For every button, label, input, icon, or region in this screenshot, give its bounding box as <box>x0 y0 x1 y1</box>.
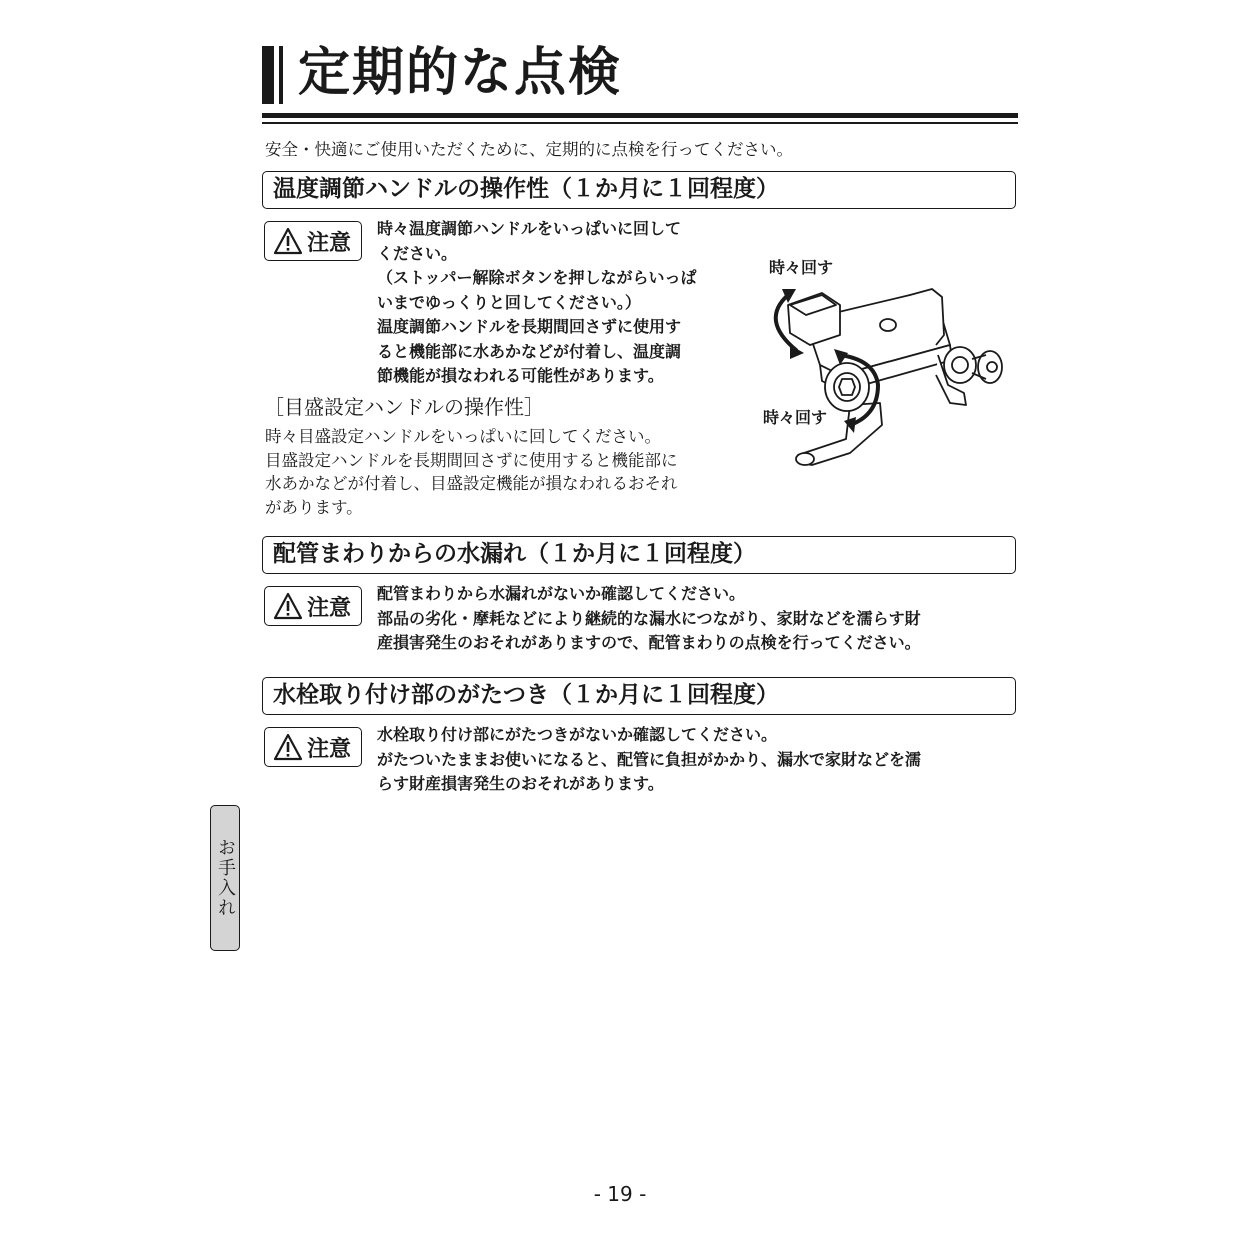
title-rule-thin <box>262 122 1018 124</box>
text-line: 配管まわりから水漏れがないか確認してください。 <box>377 584 746 603</box>
title-bar-thick <box>262 46 274 104</box>
caution-label: 注意 <box>307 595 352 621</box>
text-line: 時々目盛設定ハンドルをいっぱいに回してください。 <box>265 427 661 446</box>
text-line: がたついたままお使いになると、配管に負担がかかり、漏水で家財などを濡 <box>377 749 922 769</box>
text-line: 目盛設定ハンドルを長期間回さずに使用すると機能部に <box>265 450 678 470</box>
text-line: 水栓取り付け部にがたつきがないか確認してください。 <box>377 725 778 744</box>
text-line: いまでゆっくりと回してください。） <box>377 292 641 312</box>
caution-text-temperature <box>377 217 697 389</box>
side-tab-care[interactable]: お手入れ <box>210 805 240 951</box>
caution-label: 注意 <box>307 230 352 256</box>
title-bar-thin <box>279 46 283 104</box>
caution-text-pipe-leak <box>377 582 921 656</box>
caution-badge <box>264 586 362 626</box>
warning-triangle-icon <box>273 592 303 620</box>
intro-text: 安全・快適にご使用いただくために、定期的に点検を行ってください。 <box>265 140 793 159</box>
page-number: - 19 - <box>593 1182 647 1206</box>
figure-label-bottom: 時々回す <box>763 408 828 427</box>
warning-triangle-icon <box>273 733 303 761</box>
text-line: （ストッパー解除ボタンを押しながらいっぱ <box>377 268 697 287</box>
caution-badge <box>264 727 362 767</box>
section-heading-mount-wobble: 水栓取り付け部のがたつき（１か月に１回程度） <box>262 677 1016 715</box>
figure-label-top: 時々回す <box>769 258 834 277</box>
scale-handle-text <box>265 425 678 519</box>
text-line: ると機能部に水あかなどが付着し、温度調 <box>377 341 682 361</box>
page-title: 定期的な点検 <box>298 43 623 103</box>
caution-label: 注意 <box>307 736 352 762</box>
section-heading-pipe-leak: 配管まわりからの水漏れ（１か月に１回程度） <box>262 536 1016 574</box>
caution-text-mount-wobble <box>377 723 921 797</box>
text-line: があります。 <box>265 497 363 517</box>
text-line: 部品の劣化・摩耗などにより継続的な漏水につながり、家財などを濡らす財 <box>377 608 921 628</box>
text-line: 温度調節ハンドルを長期間回さずに使用す <box>377 317 682 336</box>
text-line: ください。 <box>377 243 458 263</box>
warning-triangle-icon <box>273 227 303 255</box>
title-rule-thick <box>262 113 1018 118</box>
section-heading-temperature-handle: 温度調節ハンドルの操作性（１か月に１回程度） <box>262 171 1016 209</box>
caution-badge <box>264 221 362 261</box>
text-line: 時々温度調節ハンドルをいっぱいに回して <box>377 219 682 238</box>
text-line: 節機能が損なわれる可能性があります。 <box>377 366 664 385</box>
text-line: 水あかなどが付着し、目盛設定機能が損なわれるおそれ <box>265 474 678 493</box>
text-line: 産損害発生のおそれがありますので、配管まわりの点検を行ってください。 <box>377 633 921 652</box>
sub-heading-scale-handle: ［目盛設定ハンドルの操作性］ <box>264 395 544 419</box>
faucet-illustration <box>760 275 1015 480</box>
text-line: らす財産損害発生のおそれがあります。 <box>377 774 664 793</box>
